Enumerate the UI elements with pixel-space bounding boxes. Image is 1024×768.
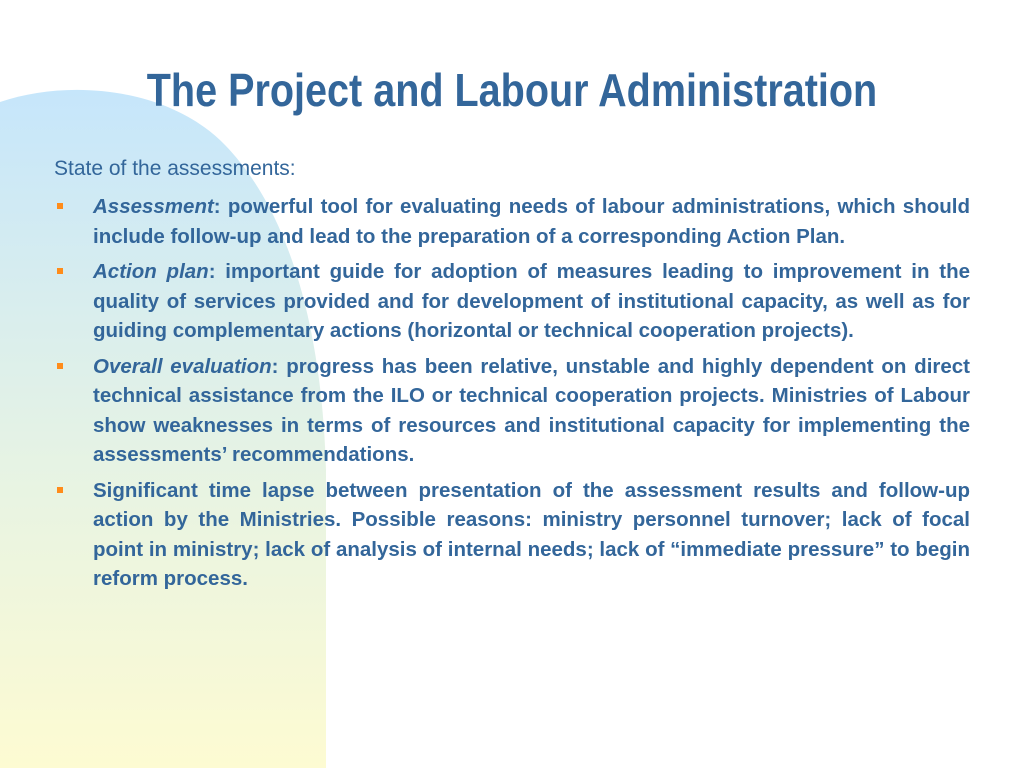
bullet-list xyxy=(54,192,970,600)
bullet-term: Action plan xyxy=(93,260,209,283)
square-bullet-icon xyxy=(57,363,63,369)
bullet-term: Overall evaluation xyxy=(93,354,272,378)
bullet-item-time-lapse xyxy=(54,476,970,594)
bullet-text: : progress has been relative, unstable and highly dependent on direct technical assistance from the ILO or technical cooperation projects. Ministries of Labour show weaknesses in terms of resources and institutional capacity for implementing the assessments’ recommendations. xyxy=(93,354,971,466)
square-bullet-icon xyxy=(57,203,63,209)
square-bullet-icon xyxy=(57,487,63,493)
bullet-item-overall-evaluation xyxy=(54,352,970,470)
bullet-item-assessment xyxy=(54,192,970,251)
slide-title: The Project and Labour Administration xyxy=(146,64,878,116)
square-bullet-icon xyxy=(57,268,63,274)
bullet-item-action-plan xyxy=(54,257,970,346)
bullet-text: : powerful tool for evaluating needs of labour administrations, which should include follow-up and lead to the preparation of a corresponding Action Plan. xyxy=(93,195,970,248)
bullet-term: Assessment xyxy=(93,195,214,218)
slide-subtitle: State of the assessments: xyxy=(54,157,296,180)
bullet-text: : important guide for adoption of measures leading to improvement in the quality of services provided and for development of institutional capacity, as well as for guiding complementary actions (horizontal or technical cooperation projects). xyxy=(93,260,971,342)
bullet-text: Significant time lapse between presentation of the assessment results and follow-up action by the Ministries. Possible reasons: ministry personnel turnover; lack of focal point in ministry; lack of analysis of internal needs; lack of “immediate pressure” to begin reform process. xyxy=(93,478,970,590)
